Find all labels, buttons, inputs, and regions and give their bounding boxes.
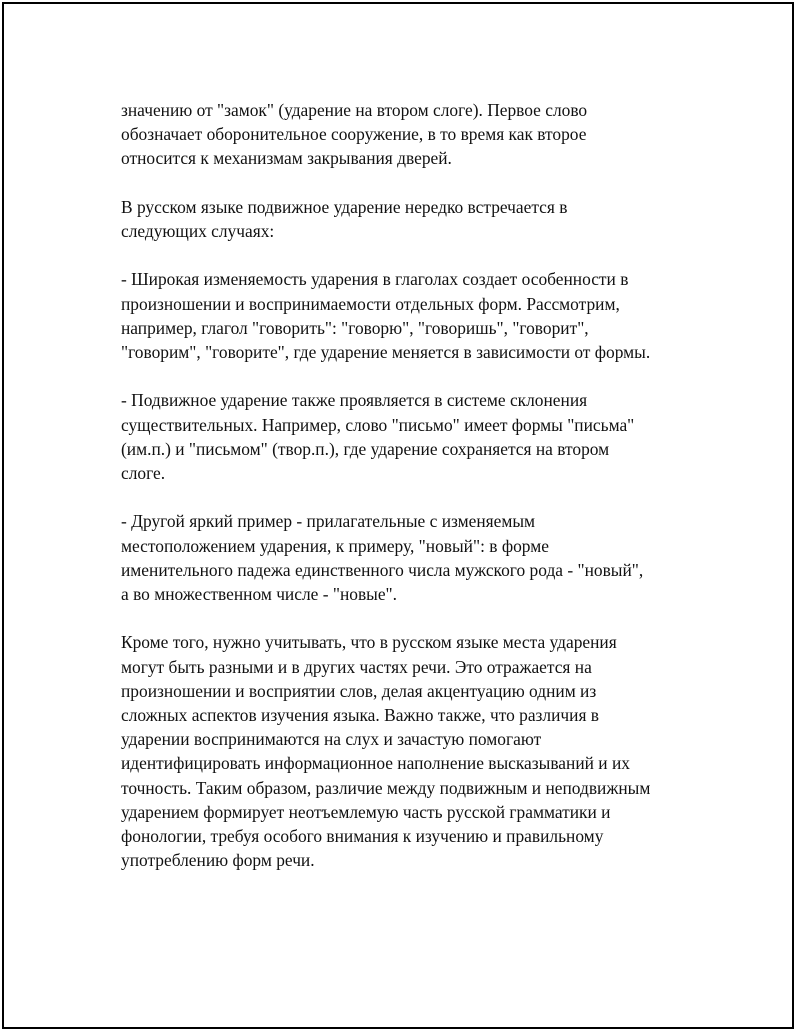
text-line: - Подвижное ударение также проявляется в системе склонения [121, 390, 588, 411]
text-line: фонологии, требуя особого внимания к изучению и правильному [121, 826, 604, 847]
text-line: "говорим", "говорите", где ударение меняется в зависимости от формы. [121, 342, 651, 362]
text-line: слоге. [121, 463, 166, 483]
text-line: могут быть разными и в других частях речи. Это отражается на [121, 656, 592, 677]
document-body [121, 98, 701, 897]
text-line: существительных. Например, слово "письмо" имеет формы "письма" [121, 414, 635, 435]
text-line: например, глагол "говорить": "говорю", "говоришь", "говорит", [121, 317, 589, 338]
text-line: значению от "замок" (ударение на втором слоге). Первое слово [121, 100, 588, 120]
paragraph-1 [121, 98, 701, 171]
text-line: следующих случаях: [121, 221, 275, 241]
text-line: произношении и восприятии слов, делая акцентуацию одним из [121, 680, 597, 701]
text-line: относится к механизмам закрывания дверей. [121, 148, 452, 169]
text-line: - Другой яркий пример - прилагательные с изменяемым [121, 511, 536, 532]
text-line: произношении и воспринимаемости отдельных форм. Рассмотрим, [121, 293, 620, 314]
paragraph-3 [121, 267, 701, 364]
text-line: (им.п.) и "письмом" (твор.п.), где ударение сохраняется на втором [121, 438, 610, 459]
text-line: точность. Таким образом, различие между подвижным и неподвижным [121, 777, 651, 798]
text-line: Кроме того, нужно учитывать, что в русском языке места ударения [121, 632, 617, 653]
text-line: местоположением ударения, к примеру, "новый": в форме [121, 535, 549, 556]
text-line: а во множественном числе - "новые". [121, 584, 398, 604]
text-line: сложных аспектов изучения языка. Важно также, что различия в [121, 705, 600, 725]
text-line: ударением формирует неотъемлемую часть русской грамматики и [121, 801, 611, 822]
text-line: ударении воспринимаются на слух и зачастую помогают [121, 729, 542, 750]
text-line: именительного падежа единственного числа мужского рода - "новый", [121, 559, 644, 580]
text-line: употреблению форм речи. [121, 850, 315, 871]
text-line: В русском языке подвижное ударение нередко встречается в [121, 196, 568, 217]
paragraph-6 [121, 630, 701, 872]
document-page [2, 2, 794, 1029]
paragraph-2 [121, 195, 701, 243]
paragraph-4 [121, 388, 701, 485]
text-line: обозначает оборонительное сооружение, в то время как второе [121, 124, 587, 145]
text-line: идентифицировать информационное наполнение высказываний и их [121, 753, 630, 774]
paragraph-5 [121, 509, 701, 606]
text-line: - Широкая изменяемость ударения в глаголах создает особенности в [121, 269, 629, 290]
